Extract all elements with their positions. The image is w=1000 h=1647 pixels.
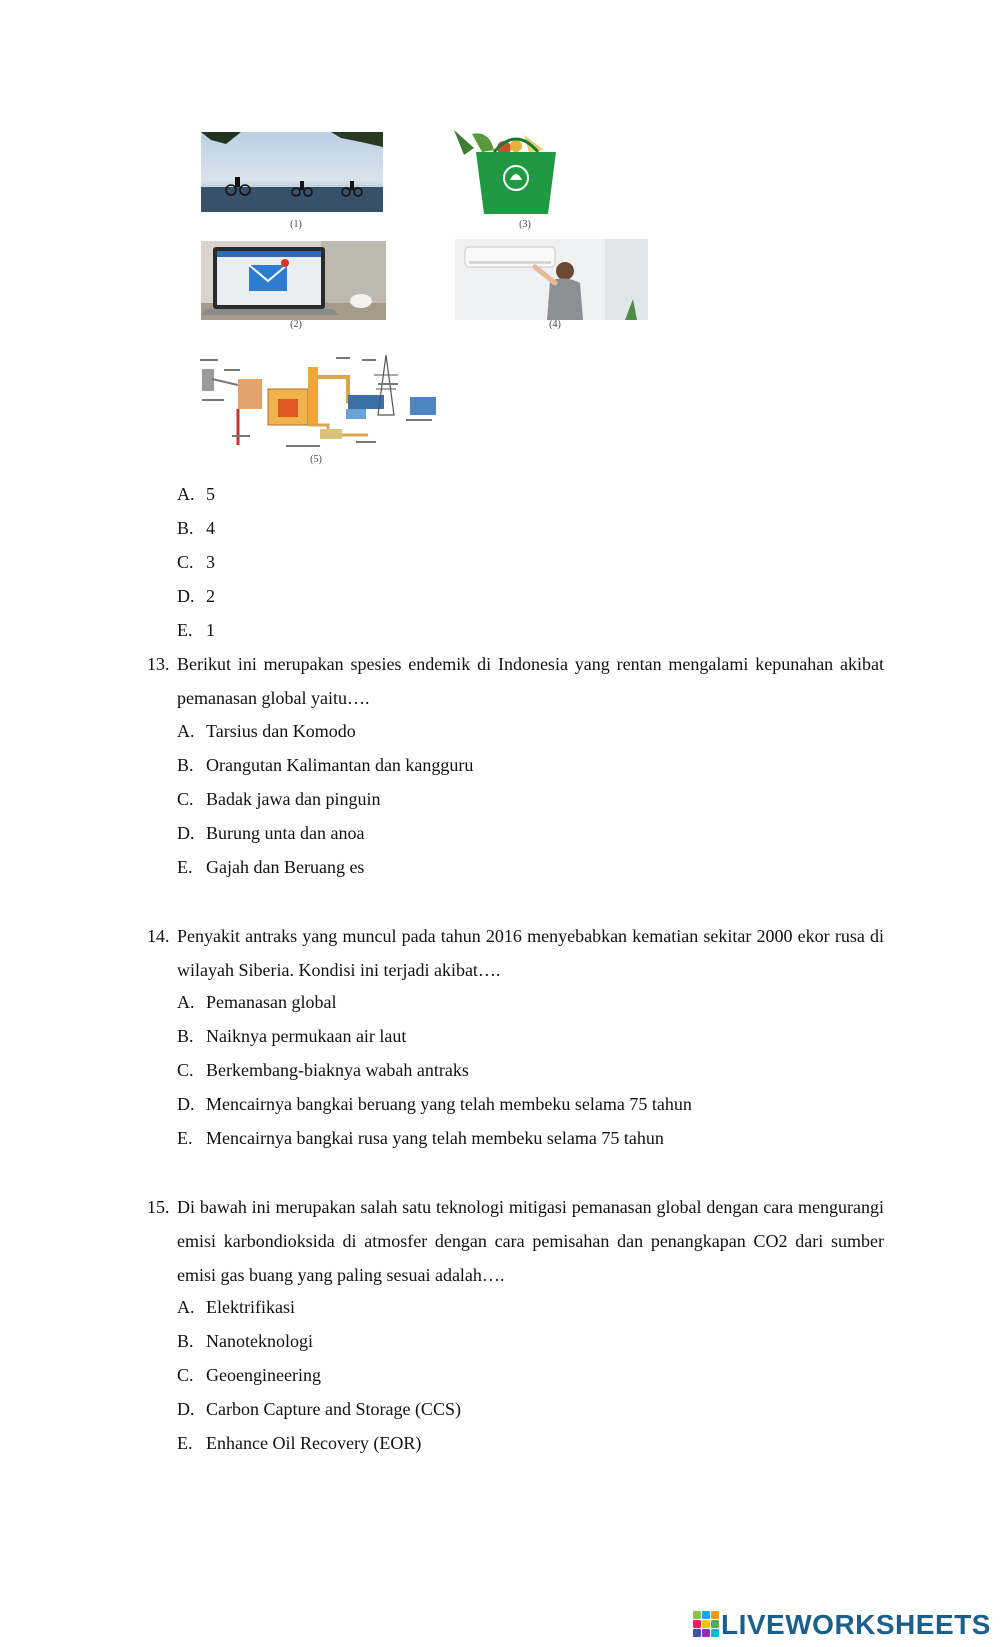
q12-option-a[interactable] <box>177 483 215 505</box>
q15-option-d[interactable] <box>177 1398 461 1420</box>
figure-shopping-bag-image <box>444 130 584 214</box>
option-letter: B. <box>177 518 194 538</box>
question-text: Penyakit antraks yang muncul pada tahun 2016 menyebabkan kematian sekitar 2000 ekor rusa di wilayah Siberia. Kondisi ini terjadi akibat…. <box>177 926 884 980</box>
figure-caption-2: (2) <box>290 319 302 330</box>
option-letter: D. <box>177 823 195 843</box>
option-letter: C. <box>177 1060 194 1080</box>
option-text: Burung unta dan anoa <box>206 823 365 843</box>
figure-caption-4: (4) <box>549 319 561 330</box>
figure-caption-3: (3) <box>519 219 531 230</box>
option-letter: E. <box>177 620 193 640</box>
liveworksheets-logo-icon <box>693 1611 719 1639</box>
q12-option-b[interactable] <box>177 517 215 539</box>
option-letter: A. <box>177 1297 195 1317</box>
option-letter: B. <box>177 1026 194 1046</box>
question-number: 14. <box>147 926 170 946</box>
q13-option-e[interactable] <box>177 856 364 878</box>
option-letter: B. <box>177 1331 194 1351</box>
q13-option-c[interactable] <box>177 788 380 810</box>
option-letter: E. <box>177 1128 193 1148</box>
option-text: Berkembang-biaknya wabah antraks <box>206 1060 469 1080</box>
question-number: 13. <box>147 654 170 674</box>
figure-power-plant-diagram <box>198 355 440 455</box>
q12-option-d[interactable] <box>177 585 215 607</box>
option-text: 3 <box>206 552 215 572</box>
option-text: Enhance Oil Recovery (EOR) <box>206 1433 422 1453</box>
option-text: Pemanasan global <box>206 992 337 1012</box>
q14-option-e[interactable] <box>177 1127 664 1149</box>
option-letter: B. <box>177 755 194 775</box>
option-letter: A. <box>177 721 195 741</box>
question-14 <box>147 919 884 987</box>
option-letter: A. <box>177 484 195 504</box>
option-text: Nanoteknologi <box>206 1331 313 1351</box>
q15-option-a[interactable] <box>177 1296 295 1318</box>
option-text: Geoengineering <box>206 1365 321 1385</box>
option-text: Mencairnya bangkai rusa yang telah membeku selama 75 tahun <box>206 1128 664 1148</box>
option-text: Badak jawa dan pinguin <box>206 789 381 809</box>
option-letter: E. <box>177 857 193 877</box>
option-letter: D. <box>177 586 195 606</box>
q15-option-e[interactable] <box>177 1432 421 1454</box>
q13-option-b[interactable] <box>177 754 473 776</box>
q14-option-d[interactable] <box>177 1093 692 1115</box>
option-text: Tarsius dan Komodo <box>206 721 356 741</box>
option-text: 1 <box>206 620 215 640</box>
option-letter: C. <box>177 1365 194 1385</box>
question-text: Di bawah ini merupakan salah satu teknologi mitigasi pemanasan global dengan cara mengurangi emisi karbondioksida di atmosfer dengan cara pemisahan dan penangkapan CO2 dari sumber emisi gas buang yang paling sesuai adalah…. <box>177 1197 884 1285</box>
liveworksheets-logo-text: LIVEWORKSHEETS <box>721 1609 991 1640</box>
q15-option-b[interactable] <box>177 1330 313 1352</box>
question-15 <box>147 1190 884 1292</box>
option-letter: D. <box>177 1094 195 1114</box>
liveworksheets-logo <box>693 1608 991 1642</box>
option-text: 4 <box>206 518 215 538</box>
q14-option-a[interactable] <box>177 991 336 1013</box>
option-letter: C. <box>177 552 194 572</box>
q13-option-d[interactable] <box>177 822 364 844</box>
question-text: Berikut ini merupakan spesies endemik di Indonesia yang rentan mengalami kepunahan akibat pemanasan global yaitu…. <box>177 654 884 708</box>
figure-cyclists-image <box>201 132 383 212</box>
q12-option-e[interactable] <box>177 619 215 641</box>
q14-option-b[interactable] <box>177 1025 406 1047</box>
option-letter: D. <box>177 1399 195 1419</box>
q13-option-a[interactable] <box>177 720 356 742</box>
q14-option-c[interactable] <box>177 1059 469 1081</box>
figure-air-conditioner-image <box>455 239 648 320</box>
option-text: 2 <box>206 586 215 606</box>
option-text: Orangutan Kalimantan dan kangguru <box>206 755 474 775</box>
option-text: Mencairnya bangkai beruang yang telah membeku selama 75 tahun <box>206 1094 692 1114</box>
option-text: Carbon Capture and Storage (CCS) <box>206 1399 461 1419</box>
option-text: Naiknya permukaan air laut <box>206 1026 407 1046</box>
option-text: Gajah dan Beruang es <box>206 857 365 877</box>
option-text: Elektrifikasi <box>206 1297 295 1317</box>
option-text: 5 <box>206 484 215 504</box>
option-letter: E. <box>177 1433 193 1453</box>
question-number: 15. <box>147 1197 170 1217</box>
figure-caption-5: (5) <box>310 454 322 465</box>
option-letter: A. <box>177 992 195 1012</box>
q15-option-c[interactable] <box>177 1364 321 1386</box>
figure-caption-1: (1) <box>290 219 302 230</box>
option-letter: C. <box>177 789 194 809</box>
figure-laptop-email-image <box>201 241 386 320</box>
question-13 <box>147 647 884 715</box>
q12-option-c[interactable] <box>177 551 215 573</box>
